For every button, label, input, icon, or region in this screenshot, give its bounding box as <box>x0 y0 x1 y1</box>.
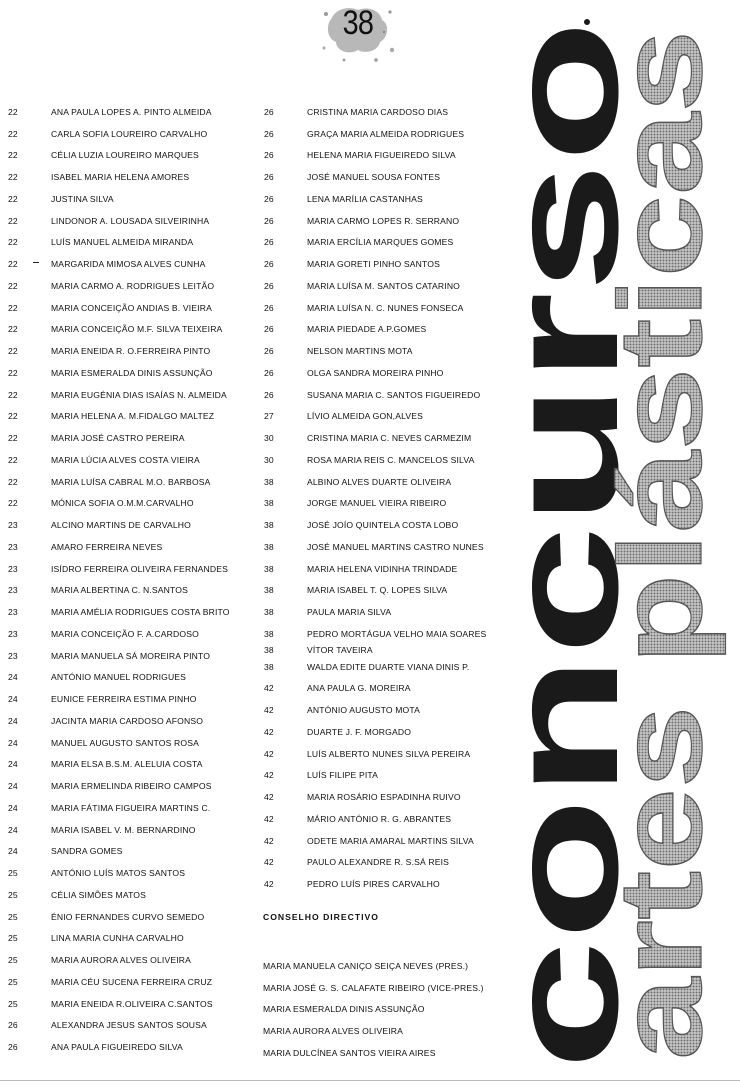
student-name: MANUEL AUGUSTO SANTOS ROSA <box>51 737 199 748</box>
grade-value: 26 <box>264 324 274 335</box>
roster-row <box>264 253 504 275</box>
roster-row <box>8 493 248 515</box>
grade-value: 22 <box>8 324 18 335</box>
student-name: MARIA EUGÉNIA DIAS ISAÍAS N. ALMEIDA <box>51 389 227 400</box>
student-name: MARIA ESMERALDA DINIS ASSUNÇÃO <box>51 367 213 378</box>
student-name: MARIA AURORA ALVES OLIVEIRA <box>51 955 192 966</box>
student-name: MARIA CONCEIÇÃO ANDIAS B. VIEIRA <box>51 302 212 313</box>
grade-value: 22 <box>8 193 18 204</box>
student-name: JACINTA MARIA CARDOSO AFONSO <box>51 715 204 726</box>
student-name: MARIA ERMELINDA RIBEIRO CAMPOS <box>51 781 212 792</box>
roster-row <box>8 819 248 841</box>
roster-row <box>264 765 504 787</box>
decor-dot <box>584 19 590 25</box>
student-name: ANA PAULA FIGUEIREDO SILVA <box>51 1042 183 1053</box>
roster-row <box>264 340 504 362</box>
grade-value: 22 <box>8 215 18 226</box>
council-member: MARIA ESMERALDA DINIS ASSUNÇÃO <box>263 1004 425 1015</box>
grade-value: 27 <box>264 411 274 422</box>
student-name: ALBINO ALVES DUARTE OLIVEIRA <box>307 476 452 487</box>
grade-value: 42 <box>264 705 274 716</box>
roster-row <box>8 145 248 167</box>
grade-value: 25 <box>8 955 18 966</box>
roster-row <box>264 319 504 341</box>
roster-row <box>264 384 504 406</box>
student-name: HELENA MARIA FIGUEIREDO SILVA <box>307 150 456 161</box>
student-name: MARIA LUÍSA CABRAL M.O. BARBOSA <box>51 476 211 487</box>
roster-row <box>8 297 248 319</box>
grade-value: 24 <box>8 824 18 835</box>
roster-row <box>8 188 248 210</box>
grade-value: 38 <box>264 520 274 531</box>
student-name: ANA PAULA LOPES A. PINTO ALMEIDA <box>51 106 212 117</box>
grade-value: 38 <box>264 563 274 574</box>
roster-row <box>8 906 248 928</box>
student-name: PAULO ALEXANDRE R. S.SÁ REIS <box>307 857 450 868</box>
roster-row <box>264 471 504 493</box>
roster-row <box>8 319 248 341</box>
roster-row <box>8 449 248 471</box>
student-name: LÍVIO ALMEIDA GON,ALVES <box>307 411 424 422</box>
roster-row <box>8 514 248 536</box>
grade-value: 22 <box>8 302 18 313</box>
roster-row <box>8 862 248 884</box>
student-name: GRAÇA MARIA ALMEIDA RODRIGUES <box>307 128 465 139</box>
student-name: CÉLIA SIMÕES MATOS <box>51 889 147 900</box>
roster-row <box>8 406 248 428</box>
grade-value: 26 <box>264 280 274 291</box>
grade-value: 22 <box>8 259 18 270</box>
roster-row <box>8 210 248 232</box>
roster-row <box>8 688 248 710</box>
roster-row <box>264 166 504 188</box>
roster-row <box>8 101 248 123</box>
roster-row <box>8 797 248 819</box>
student-name: SUSANA MARIA C. SANTOS FIGUEIREDO <box>307 389 481 400</box>
roster-row <box>264 580 504 602</box>
grade-value: 22 <box>8 106 18 117</box>
roster-row <box>264 786 504 808</box>
roster-row <box>8 536 248 558</box>
roster-row <box>8 558 248 580</box>
roster-row <box>8 993 248 1015</box>
student-name: OLGA SANDRA MOREIRA PINHO <box>307 367 444 378</box>
grade-value: 42 <box>264 879 274 890</box>
student-name: MARIA CARMO A. RODRIGUES LEITÃO <box>51 280 215 291</box>
roster-row <box>8 623 248 645</box>
grade-value: 22 <box>8 498 18 509</box>
roster-row <box>264 493 504 515</box>
grade-value: 26 <box>264 259 274 270</box>
roster-row <box>8 928 248 950</box>
student-name: MÁRIO ANTÓNIO R. G. ABRANTES <box>307 813 452 824</box>
student-name: MARIA ISABEL T. Q. LOPES SILVA <box>307 585 448 596</box>
grade-value: 22 <box>8 346 18 357</box>
roster-row <box>264 297 504 319</box>
roster-row <box>8 1036 248 1058</box>
grade-value: 42 <box>264 770 274 781</box>
student-name: LINDONOR A. LOUSADA SILVEIRINHA <box>51 215 210 226</box>
roster-row <box>264 721 504 743</box>
grade-value: 42 <box>264 813 274 824</box>
grade-value: 22 <box>8 411 18 422</box>
grade-value: 22 <box>8 454 18 465</box>
roster-row <box>8 645 248 667</box>
student-name: MARIA AMÉLIA RODRIGUES COSTA BRITO <box>51 607 230 618</box>
roster-row <box>264 275 504 297</box>
roster-row <box>8 1015 248 1037</box>
grade-value: 25 <box>8 998 18 1009</box>
roster-row <box>8 123 248 145</box>
roster-row <box>8 971 248 993</box>
roster-row <box>264 699 504 721</box>
roster-row <box>264 678 504 700</box>
grade-value: 26 <box>264 346 274 357</box>
roster-row <box>8 667 248 689</box>
stray-mark <box>33 262 39 263</box>
grade-value: 22 <box>8 128 18 139</box>
decor-word-sub: artes plásticas <box>595 240 727 1060</box>
grade-value: 24 <box>8 694 18 705</box>
grade-value: 42 <box>264 857 274 868</box>
student-name: MARIA HELENA VIDINHA TRINDADE <box>307 563 458 574</box>
student-name: MARIA PIEDADE A.P.GOMES <box>307 324 427 335</box>
grade-value: 30 <box>264 454 274 465</box>
grade-value: 26 <box>8 1020 18 1031</box>
grade-value: 26 <box>264 215 274 226</box>
grade-value: 23 <box>8 585 18 596</box>
grade-value: 22 <box>8 150 18 161</box>
student-name: MARIA JOSÉ CASTRO PEREIRA <box>51 433 185 444</box>
page-number-text: 38 <box>342 4 374 42</box>
grade-value: 42 <box>264 835 274 846</box>
grade-value: 38 <box>264 645 274 656</box>
roster-row <box>264 852 504 874</box>
roster-row <box>264 188 504 210</box>
grade-value: 24 <box>8 802 18 813</box>
grade-value: 38 <box>264 628 274 639</box>
grade-value: 22 <box>8 367 18 378</box>
council-member: MARIA AURORA ALVES OLIVEIRA <box>263 1026 404 1037</box>
grade-value: 25 <box>8 976 18 987</box>
student-name: MARIA CONCEIÇÃO F. A.CARDOSO <box>51 628 199 639</box>
roster-row <box>8 253 248 275</box>
roster-row <box>8 340 248 362</box>
grade-value: 23 <box>8 520 18 531</box>
student-name: JOSÉ MANUEL SOUSA FONTES <box>307 172 441 183</box>
student-name: LUÍS FILIPE PITA <box>307 770 379 781</box>
grade-value: 38 <box>264 541 274 552</box>
student-name: ISÍDRO FERREIRA OLIVEIRA FERNANDES <box>51 563 229 574</box>
roster-row <box>8 471 248 493</box>
council-list <box>263 955 484 1064</box>
student-name: MARIA ROSÁRIO ESPADINHA RUIVO <box>307 792 461 803</box>
grade-value: 26 <box>264 193 274 204</box>
grade-value: 26 <box>264 150 274 161</box>
student-name: MARIA CONCEIÇÃO M.F. SILVA TEIXEIRA <box>51 324 223 335</box>
grade-value: 38 <box>264 498 274 509</box>
grade-value: 26 <box>264 302 274 313</box>
student-name: MARIA MANUELA SÁ MOREIRA PINTO <box>51 650 211 661</box>
student-name: ALEXANDRA JESUS SANTOS SOUSA <box>51 1020 207 1031</box>
grade-value: 26 <box>264 389 274 400</box>
roster-row <box>8 754 248 776</box>
student-name: JOSÉ MANUEL MARTINS CASTRO NUNES <box>307 541 484 552</box>
grade-value: 26 <box>264 237 274 248</box>
roster-row <box>264 210 504 232</box>
student-name: MARIA ISABEL V. M. BERNARDINO <box>51 824 196 835</box>
roster-row <box>8 384 248 406</box>
student-name: MARIA LÚCIA ALVES COSTA VIEIRA <box>51 454 200 465</box>
roster-row <box>264 145 504 167</box>
roster-row <box>264 830 504 852</box>
grade-value: 22 <box>8 389 18 400</box>
grade-value: 38 <box>264 476 274 487</box>
student-name: VÍTOR TAVEIRA <box>307 645 373 656</box>
grade-value: 23 <box>8 628 18 639</box>
roster-row <box>8 232 248 254</box>
council-member: MARIA MANUELA CANIÇO SEIÇA NEVES (PRES.) <box>263 960 469 971</box>
student-name: CÉLIA LUZIA LOUREIRO MARQUES <box>51 150 199 161</box>
bottom-rule <box>0 1080 740 1081</box>
grade-value: 22 <box>8 476 18 487</box>
roster-row <box>264 514 504 536</box>
roster-row <box>8 166 248 188</box>
student-name: AMARO FERREIRA NEVES <box>51 541 163 552</box>
roster-row <box>8 275 248 297</box>
student-name: NELSON MARTINS MOTA <box>307 346 413 357</box>
student-name: MARIA HELENA A. M.FIDALGO MALTEZ <box>51 411 215 422</box>
student-name: CRISTINA MARIA CARDOSO DIAS <box>307 106 449 117</box>
grade-value: 22 <box>8 172 18 183</box>
student-name: ALCINO MARTINS DE CARVALHO <box>51 520 191 531</box>
student-name: ROSA MARIA REIS C. MANCELOS SILVA <box>307 454 475 465</box>
student-name: CRISTINA MARIA C. NEVES CARMEZIM <box>307 433 472 444</box>
roster-row <box>264 232 504 254</box>
roster-row <box>264 645 504 656</box>
grade-value: 42 <box>264 748 274 759</box>
roster-left-column <box>8 101 248 1058</box>
roster-row <box>264 601 504 623</box>
roster-row <box>264 623 504 645</box>
grade-value: 38 <box>264 607 274 618</box>
grade-value: 25 <box>8 868 18 879</box>
student-name: MÓNICA SOFIA O.M.M.CARVALHO <box>51 498 194 509</box>
student-name: ISABEL MARIA HELENA AMORES <box>51 172 190 183</box>
roster-row <box>264 449 504 471</box>
student-name: EUNICE FERREIRA ESTIMA PINHO <box>51 694 197 705</box>
grade-value: 24 <box>8 737 18 748</box>
student-name: PAULA MARIA SILVA <box>307 607 392 618</box>
grade-value: 24 <box>8 781 18 792</box>
student-name: ANTÓNIO AUGUSTO MOTA <box>307 705 420 716</box>
roster-row <box>264 101 504 123</box>
grade-value: 26 <box>264 106 274 117</box>
student-name: MARIA ERCÍLIA MARQUES GOMES <box>307 237 454 248</box>
grade-value: 24 <box>8 846 18 857</box>
grade-value: 38 <box>264 585 274 596</box>
student-name: WALDA EDITE DUARTE VIANA DINIS P. <box>307 661 470 672</box>
grade-value: 26 <box>264 172 274 183</box>
student-name: MARIA LUÍSA M. SANTOS CATARINO <box>307 280 461 291</box>
student-name: CARLA SOFIA LOUREIRO CARVALHO <box>51 128 208 139</box>
roster-row <box>8 601 248 623</box>
student-name: MARGARIDA MIMOSA ALVES CUNHA <box>51 259 206 270</box>
roster-row <box>8 427 248 449</box>
roster-row <box>8 580 248 602</box>
council-member: MARIA JOSÉ G. S. CALAFATE RIBEIRO (VICE-PRES.) <box>263 982 484 993</box>
student-name: PEDRO MORTÁGUA VELHO MAIA SOARES <box>307 628 487 639</box>
grade-value: 22 <box>8 433 18 444</box>
grade-value: 23 <box>8 563 18 574</box>
student-name: ODETE MARIA AMARAL MARTINS SILVA <box>307 835 474 846</box>
student-name: JOSÉ JOÍO QUINTELA COSTA LOBO <box>307 520 459 531</box>
student-name: MARIA ENEIDA R. O.FERREIRA PINTO <box>51 346 211 357</box>
roster-row <box>264 406 504 428</box>
roster-row <box>264 123 504 145</box>
grade-value: 25 <box>8 889 18 900</box>
student-name: DUARTE J. F. MORGADO <box>307 726 412 737</box>
student-name: LUÍS ALBERTO NUNES SILVA PEREIRA <box>307 748 471 759</box>
student-name: LUÍS MANUEL ALMEIDA MIRANDA <box>51 237 194 248</box>
student-name: MARIA CARMO LOPES R. SERRANO <box>307 215 460 226</box>
roster-row <box>8 710 248 732</box>
roster-row <box>8 884 248 906</box>
council-title: CONSELHO DIRECTIVO <box>263 912 379 922</box>
roster-row <box>8 732 248 754</box>
student-name: JUSTINA SILVA <box>51 193 114 204</box>
grade-value: 23 <box>8 650 18 661</box>
grade-value: 26 <box>264 367 274 378</box>
student-name: MARIA ENEIDA R.OLIVEIRA C.SANTOS <box>51 998 213 1009</box>
grade-value: 22 <box>8 237 18 248</box>
student-name: MARIA CÉU SUCENA FERREIRA CRUZ <box>51 976 213 987</box>
roster-row <box>8 775 248 797</box>
roster-row <box>264 743 504 765</box>
roster-row <box>8 362 248 384</box>
roster-row <box>264 873 504 895</box>
council-member: MARIA DULCÍNEA SANTOS VIEIRA AIRES <box>263 1047 436 1058</box>
grade-value: 23 <box>8 541 18 552</box>
student-name: MARIA LUÍSA N. C. NUNES FONSECA <box>307 302 464 313</box>
student-name: SANDRA GOMES <box>51 846 123 857</box>
grade-value: 26 <box>264 128 274 139</box>
roster-row <box>264 427 504 449</box>
roster-row <box>264 656 504 678</box>
grade-value: 23 <box>8 607 18 618</box>
roster-row <box>264 808 504 830</box>
grade-value: 24 <box>8 759 18 770</box>
roster-row <box>264 558 504 580</box>
grade-value: 38 <box>264 661 274 672</box>
student-name: LINA MARIA CUNHA CARVALHO <box>51 933 184 944</box>
vertical-title-art <box>505 0 740 1084</box>
decor-word-main: concurso <box>505 358 651 1070</box>
student-name: MARIA ALBERTINA C. N.SANTOS <box>51 585 188 596</box>
student-name: ANA PAULA G. MOREIRA <box>307 683 411 694</box>
roster-row <box>264 362 504 384</box>
student-name: ANTÓNIO MANUEL RODRIGUES <box>51 672 187 683</box>
page-number <box>318 4 398 66</box>
grade-value: 22 <box>8 280 18 291</box>
grade-value: 26 <box>8 1042 18 1053</box>
student-name: JORGE MANUEL VIEIRA RIBEIRO <box>307 498 447 509</box>
roster-row <box>8 841 248 863</box>
roster-row <box>8 949 248 971</box>
roster-right-column <box>264 101 504 895</box>
student-name: MARIA FÁTIMA FIGUEIRA MARTINS C. <box>51 802 211 813</box>
grade-value: 42 <box>264 683 274 694</box>
student-name: MARIA ELSA B.S.M. ALELUIA COSTA <box>51 759 203 770</box>
student-name: MARIA GORETI PINHO SANTOS <box>307 259 440 270</box>
student-name: ÉNIO FERNANDES CURVO SEMEDO <box>51 911 205 922</box>
roster-row <box>264 536 504 558</box>
student-name: PEDRO LUÍS PIRES CARVALHO <box>307 879 440 890</box>
student-name: ANTÓNIO LUÍS MATOS SANTOS <box>51 868 186 879</box>
grade-value: 42 <box>264 726 274 737</box>
grade-value: 25 <box>8 911 18 922</box>
grade-value: 24 <box>8 672 18 683</box>
student-name: LENA MARÍLIA CASTANHAS <box>307 193 423 204</box>
grade-value: 42 <box>264 792 274 803</box>
grade-value: 30 <box>264 433 274 444</box>
grade-value: 24 <box>8 715 18 726</box>
grade-value: 25 <box>8 933 18 944</box>
